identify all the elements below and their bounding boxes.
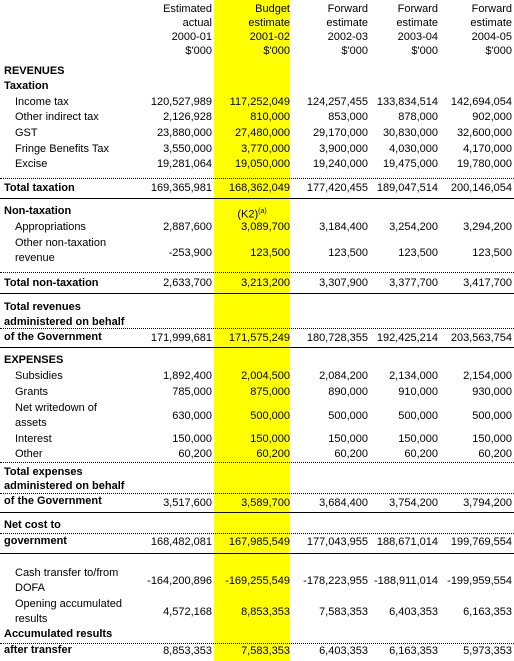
header-line: estimate (470, 17, 512, 29)
cell: 3,417,700 (463, 277, 512, 289)
total-row (0, 301, 514, 346)
cell: 60,200 (478, 448, 512, 460)
row-label: Interest (15, 433, 52, 445)
cell: 123,500 (398, 247, 438, 259)
header-line: actual (182, 17, 212, 29)
cell: 6,163,353 (463, 606, 512, 618)
table-row (0, 111, 514, 126)
cell: 2,134,000 (389, 370, 438, 382)
cell: 3,184,400 (319, 221, 368, 233)
header-line: $'000 (185, 45, 212, 57)
cell: 875,000 (250, 386, 290, 398)
cell: -178,223,955 (303, 575, 368, 587)
footnote-ref: (K2) (237, 208, 259, 221)
cell: 150,000 (398, 433, 438, 445)
row-label: Grants (15, 386, 49, 398)
row-label: administered on behalf (4, 316, 125, 328)
cell: 19,281,064 (156, 158, 212, 170)
cell: 902,000 (472, 111, 512, 123)
table-row (0, 370, 514, 385)
row-label: of the Government (4, 331, 102, 343)
cell: 19,475,000 (382, 158, 438, 170)
cell: 500,000 (328, 410, 368, 422)
cell: 180,728,355 (306, 332, 368, 344)
cell: 177,420,455 (306, 182, 368, 194)
cell: 169,365,981 (150, 182, 212, 194)
section-expenses (0, 354, 514, 369)
divider (0, 553, 514, 554)
cell: 3,550,000 (163, 143, 212, 155)
cell: 8,853,353 (163, 645, 212, 657)
cell: 142,694,054 (450, 96, 512, 108)
cell: 150,000 (328, 433, 368, 445)
cell: 5,973,353 (463, 645, 512, 657)
cell: 1,892,400 (163, 370, 212, 382)
cell: 4,170,000 (463, 143, 512, 155)
row-label: Accumulated results (4, 628, 113, 640)
cell: 19,780,000 (456, 158, 512, 170)
cell: 3,589,700 (241, 497, 290, 509)
total-row (0, 277, 514, 292)
header-line: Forward (471, 3, 512, 15)
cell: 910,000 (398, 386, 438, 398)
cell: 177,043,955 (306, 536, 368, 548)
cell: 124,257,455 (306, 96, 368, 108)
table-row (0, 96, 514, 111)
cell: 2,154,000 (463, 370, 512, 382)
cell: 7,583,353 (319, 606, 368, 618)
cell: 930,000 (472, 386, 512, 398)
cell: 29,170,000 (312, 127, 368, 139)
header-line: $'000 (411, 45, 438, 57)
cell: 3,307,900 (319, 277, 368, 289)
cell: -199,959,554 (447, 575, 512, 587)
cell: 3,254,200 (389, 221, 438, 233)
divider (0, 512, 514, 513)
cell: -253,900 (168, 247, 212, 259)
row-label: Appropriations (15, 221, 86, 233)
cell: 60,200 (178, 448, 212, 460)
row-label: Total revenues (4, 301, 81, 313)
header-estimated-actual (120, 2, 212, 58)
row-label: of the Government (4, 495, 102, 507)
total-row (0, 466, 514, 511)
row-label: results (15, 613, 48, 625)
cell: 3,213,200 (241, 277, 290, 289)
cell: 150,000 (172, 433, 212, 445)
divider (0, 533, 514, 534)
cell: 133,834,514 (376, 96, 438, 108)
header-line: $'000 (263, 45, 290, 57)
cell: 171,575,249 (228, 332, 290, 344)
divider (0, 328, 514, 329)
cell: 890,000 (328, 386, 368, 398)
cell: 2,633,700 (163, 277, 212, 289)
row-label: Net cost to (4, 519, 61, 531)
cell: 120,527,989 (150, 96, 212, 108)
table-row (0, 402, 514, 432)
row-label: revenue (15, 252, 55, 264)
divider (0, 198, 514, 199)
cell: 19,050,000 (234, 158, 290, 170)
cell: 500,000 (398, 410, 438, 422)
section-taxation (0, 80, 514, 95)
cell: 60,200 (334, 448, 368, 460)
section-non-taxation (0, 205, 514, 220)
cell: 630,000 (172, 410, 212, 422)
row-label: Total expenses (4, 466, 83, 478)
cell: 500,000 (472, 410, 512, 422)
section-heading: REVENUES (4, 65, 65, 77)
cell: 123,500 (250, 247, 290, 259)
header-line: Estimated (163, 3, 212, 15)
cell: 2,126,928 (163, 111, 212, 123)
cell: 3,294,200 (463, 221, 512, 233)
divider (0, 462, 514, 463)
header-forward-2003 (370, 2, 438, 58)
cell: 192,425,214 (376, 332, 438, 344)
cell: 168,482,081 (150, 536, 212, 548)
cell: 60,200 (404, 448, 438, 460)
header-line: 2002-03 (327, 31, 368, 43)
cell: 60,200 (256, 448, 290, 460)
cell: 853,000 (328, 111, 368, 123)
cell: 6,403,353 (319, 645, 368, 657)
cell: 150,000 (250, 433, 290, 445)
header-line: 2001-02 (249, 31, 290, 43)
row-label: DOFA (15, 582, 45, 594)
cell: 810,000 (250, 111, 290, 123)
cell: 123,500 (328, 247, 368, 259)
table-row (0, 386, 514, 401)
cell: 168,362,049 (228, 182, 290, 194)
header-line: 2004-05 (471, 31, 512, 43)
cell: 171,999,681 (150, 332, 212, 344)
section-revenues (0, 65, 514, 80)
row-label: Other indirect tax (15, 111, 99, 123)
row-label: Excise (15, 158, 48, 170)
cell: 3,900,000 (319, 143, 368, 155)
cell: 3,089,700 (241, 221, 290, 233)
cell: 2,004,500 (241, 370, 290, 382)
row-label: Subsidies (15, 370, 63, 382)
cell: 117,252,049 (229, 96, 290, 108)
header-line: Budget (255, 3, 290, 15)
table-row (0, 448, 514, 463)
row-label: administered on behalf (4, 480, 125, 492)
header-line: $'000 (341, 45, 368, 57)
cell: 23,880,000 (156, 127, 212, 139)
divider (0, 643, 514, 644)
section-heading: Non-taxation (4, 205, 72, 217)
cell: 878,000 (398, 111, 438, 123)
cell: 8,853,353 (241, 606, 290, 618)
table-row (0, 567, 514, 597)
total-row (0, 628, 514, 660)
cell: 167,985,549 (228, 536, 290, 548)
row-label: Cash transfer to/from (15, 567, 119, 579)
cell: 188,671,014 (376, 536, 438, 548)
table-row (0, 433, 514, 448)
cell: 2,887,600 (163, 221, 212, 233)
cell: 4,572,168 (163, 606, 212, 618)
column-footnote-ref (214, 205, 290, 222)
cell: 150,000 (472, 433, 512, 445)
row-label: Total taxation (4, 182, 75, 194)
row-label: Fringe Benefits Tax (15, 143, 109, 155)
row-label: Opening accumulated (15, 598, 123, 610)
cell: -169,255,549 (225, 575, 290, 587)
total-row (0, 519, 514, 549)
cell: 4,030,000 (389, 143, 438, 155)
table-row (0, 221, 514, 236)
header-line: Forward (397, 3, 438, 15)
footnote-marker: (a) (258, 208, 267, 215)
header-line: estimate (248, 17, 290, 29)
cell: 32,600,000 (456, 127, 512, 139)
cell: 500,000 (250, 410, 290, 422)
header-line: 2003-04 (397, 31, 438, 43)
divider (0, 347, 514, 348)
row-label: Net writedown of (15, 402, 97, 414)
cell: 200,146,054 (450, 182, 512, 194)
table-row (0, 127, 514, 142)
cell: 30,830,000 (382, 127, 438, 139)
cell: 189,047,514 (376, 182, 438, 194)
divider (0, 493, 514, 494)
divider (0, 293, 514, 294)
row-label: after transfer (4, 644, 72, 656)
cell: 3,770,000 (241, 143, 290, 155)
header-line: $'000 (485, 45, 512, 57)
cell: 7,583,353 (241, 645, 290, 657)
row-label: assets (15, 417, 47, 429)
header-budget-estimate (214, 2, 290, 58)
table-row (0, 598, 514, 628)
divider (0, 272, 514, 273)
cell: 203,563,754 (450, 332, 512, 344)
row-label: Other (15, 448, 43, 460)
row-label: Total non-taxation (4, 277, 99, 289)
cell: 123,500 (472, 247, 512, 259)
cell: 2,084,200 (319, 370, 368, 382)
cell: 3,684,400 (319, 497, 368, 509)
divider (0, 178, 514, 179)
cell: 19,240,000 (312, 158, 368, 170)
header-line: 2000-01 (171, 31, 212, 43)
header-line: Forward (327, 3, 368, 15)
table-row (0, 158, 514, 173)
cell: 3,794,200 (463, 497, 512, 509)
cell: 6,163,353 (389, 645, 438, 657)
cell: 6,403,353 (389, 606, 438, 618)
section-heading: EXPENSES (4, 354, 64, 366)
row-label: GST (15, 127, 38, 139)
total-row (0, 182, 514, 197)
row-label: Other non-taxation (15, 237, 107, 249)
header-forward-2002 (292, 2, 368, 58)
cell: 199,769,554 (450, 536, 512, 548)
cell: -164,200,896 (147, 575, 212, 587)
row-label: government (4, 535, 67, 547)
cell: 3,377,700 (389, 277, 438, 289)
cell: 785,000 (172, 386, 212, 398)
cell: -188,911,014 (373, 575, 438, 587)
table-row (0, 143, 514, 158)
table-row (0, 237, 514, 267)
cell: 3,517,600 (163, 497, 212, 509)
cell: 27,480,000 (234, 127, 290, 139)
cell: 3,754,200 (389, 497, 438, 509)
section-heading: Taxation (4, 80, 49, 92)
row-label: Income tax (15, 96, 69, 108)
header-line: estimate (396, 17, 438, 29)
header-forward-2004 (440, 2, 512, 58)
header-line: estimate (326, 17, 368, 29)
